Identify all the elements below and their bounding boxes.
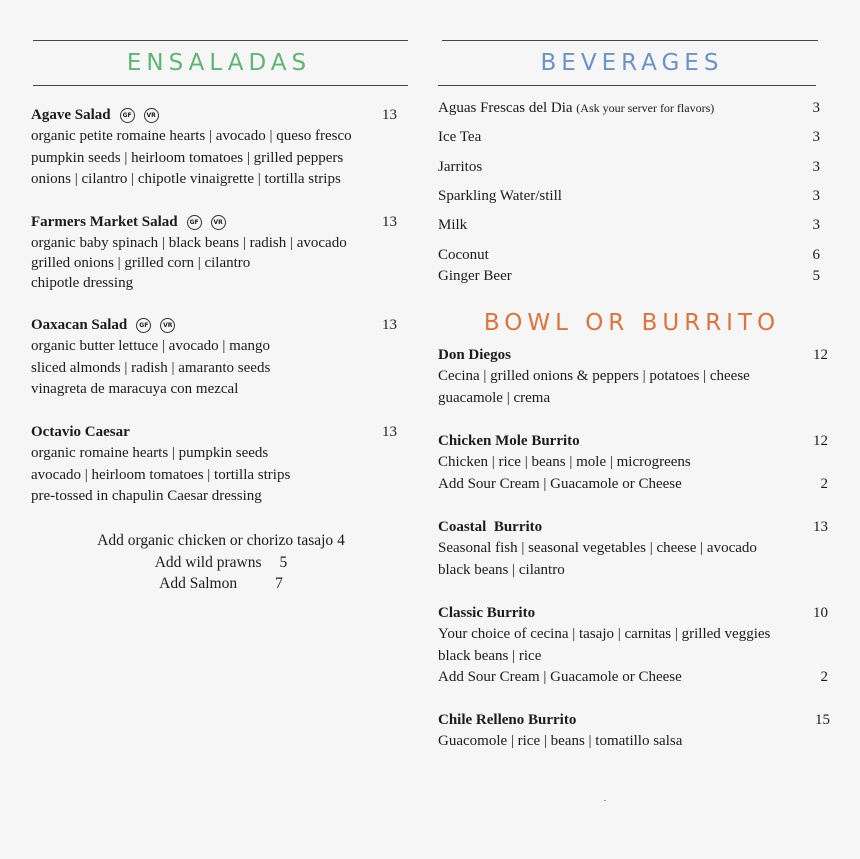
item-description [438, 538, 828, 560]
section-title: BEVERAGES [540, 50, 724, 76]
item-description: onions | cilantro | chipotle vinaigrette | tortilla strips [31, 171, 341, 187]
item-description [438, 452, 828, 474]
vegetarian-badge: VR [160, 318, 175, 333]
addon-label: Add Salmon [159, 575, 238, 592]
divider [33, 85, 408, 86]
item-description: vinagreta de maracuya con mezcal [31, 381, 239, 397]
item-description [438, 388, 828, 410]
addon-price: 7 [275, 575, 283, 592]
item-description [438, 366, 828, 388]
addon-line [31, 530, 411, 552]
item-description: organic baby spinach | black beans | radish | avocado [31, 235, 347, 251]
menu-item-coastal-burrito [438, 516, 828, 581]
description-text: Add Sour Cream | Guacamole or Cheese [438, 669, 682, 685]
item-price: 6 [812, 247, 820, 263]
beverage-item [438, 159, 820, 176]
item-price: 5 [812, 268, 820, 284]
item-name: Sparkling Water/still [438, 188, 562, 204]
item-name: Octavio Caesar [31, 423, 130, 440]
item-price: 13 [382, 106, 397, 123]
item-name: Coconut [438, 247, 489, 263]
addon-line [438, 474, 828, 496]
addon-price: 4 [337, 532, 345, 549]
item-description: sliced almonds | radish | amaranto seeds [31, 359, 271, 376]
item-name: Coastal Burrito [438, 518, 543, 535]
vegetarian-badge: VR [144, 108, 159, 123]
divider [442, 40, 818, 41]
item-name: Classic Burrito [438, 604, 536, 621]
menu-item-classic-burrito [438, 602, 828, 689]
menu-item-chicken-mole-burrito [438, 430, 828, 495]
item-description: pumpkin seeds | heirloom tomatoes | grilled peppers [31, 149, 344, 166]
description-text: guacamole | crema [438, 389, 551, 406]
addon-price: 2 [820, 475, 828, 492]
item-price: 13 [813, 518, 828, 535]
item-name: Don Diegos [438, 346, 511, 363]
item-description: organic butter lettuce | avocado | mango [31, 338, 270, 354]
addon-line [31, 573, 411, 595]
addon-line [31, 552, 411, 574]
gluten-free-badge: GF [120, 108, 135, 123]
menu-item-farmers-market-salad [31, 211, 397, 293]
gluten-free-badge: GF [187, 215, 202, 230]
item-price: 13 [382, 423, 397, 440]
item-price: 15 [815, 711, 830, 728]
item-name: Ginger Beer [438, 268, 512, 284]
item-price: 13 [382, 213, 397, 230]
item-name: Jarritos [438, 159, 483, 175]
item-price: 3 [812, 217, 820, 233]
menu-item-chile-relleno-burrito [438, 709, 830, 753]
beverage-item [438, 188, 820, 205]
item-name: Aguas Frescas del Dia [438, 100, 573, 116]
beverage-item [438, 268, 820, 285]
item-name: Ice Tea [438, 129, 482, 145]
stray-mark [604, 800, 606, 801]
divider [33, 40, 408, 41]
item-name: Farmers Market Salad [31, 213, 178, 230]
description-text: black beans | rice [438, 647, 542, 664]
item-description [438, 731, 830, 753]
menu-item-octavio-caesar [31, 421, 397, 508]
addon-price: 5 [279, 553, 288, 571]
item-description: organic petite romaine hearts | avocado | queso fresco [31, 128, 352, 144]
item-description: pre-tossed in chapulin Caesar dressing [31, 488, 262, 504]
menu-item-oaxacan-salad [31, 314, 397, 401]
item-description: grilled onions | grilled corn | cilantro [31, 255, 251, 271]
section-title: ENSALADAS [126, 50, 312, 76]
salad-addons [31, 530, 411, 595]
item-description [438, 624, 828, 646]
beverage-item [438, 217, 820, 234]
beverage-item [438, 100, 820, 117]
addon-label: Add wild prawns [154, 553, 262, 571]
item-price: 13 [382, 316, 397, 333]
menu-item-agave-salad [31, 104, 397, 191]
item-name: Milk [438, 217, 468, 233]
gluten-free-badge: GF [136, 318, 151, 333]
beverage-item [438, 129, 820, 146]
item-name: Chicken Mole Burrito [438, 432, 580, 449]
item-name: Chile Relleno Burrito [438, 711, 577, 728]
description-text: Seasonal fish | seasonal vegetables | cheese | avocado [438, 540, 757, 556]
item-price: 3 [812, 188, 820, 204]
item-description [438, 560, 828, 582]
item-name: Agave Salad [31, 106, 111, 123]
item-description: chipotle dressing [31, 275, 134, 291]
divider [438, 85, 816, 86]
description-text: Cecina | grilled onions & peppers | potatoes | cheese [438, 368, 750, 384]
beverage-item [438, 247, 820, 264]
description-text: Chicken | rice | beans | mole | microgreens [438, 454, 691, 470]
description-text: Add Sour Cream | Guacamole or Cheese [438, 475, 682, 492]
item-name: Oaxacan Salad [31, 316, 128, 333]
item-description: organic romaine hearts | pumpkin seeds [31, 445, 269, 461]
item-description: avocado | heirloom tomatoes | tortilla strips [31, 466, 291, 483]
item-price: 3 [812, 129, 820, 145]
addon-price: 2 [820, 669, 828, 685]
item-price: 3 [812, 159, 820, 175]
addon-line [438, 667, 828, 689]
item-description [438, 646, 828, 668]
item-price: 12 [813, 346, 828, 363]
section-title-bowl-or-burrito: BOWL OR BURRITO [483, 310, 781, 336]
item-price: 10 [813, 604, 828, 621]
menu-item-don-diegos [438, 344, 828, 409]
description-text: Guacomole | rice | beans | tomatillo salsa [438, 733, 683, 749]
item-note: (Ask your server for flavors) [576, 101, 715, 115]
description-text: Your choice of cecina | tasajo | carnitas | grilled veggies [438, 626, 771, 642]
item-price: 3 [812, 100, 820, 116]
vegetarian-badge: VR [211, 215, 226, 230]
description-text: black beans | cilantro [438, 561, 565, 578]
addon-label: Add organic chicken or chorizo tasajo [97, 532, 334, 549]
item-price: 12 [813, 432, 828, 449]
